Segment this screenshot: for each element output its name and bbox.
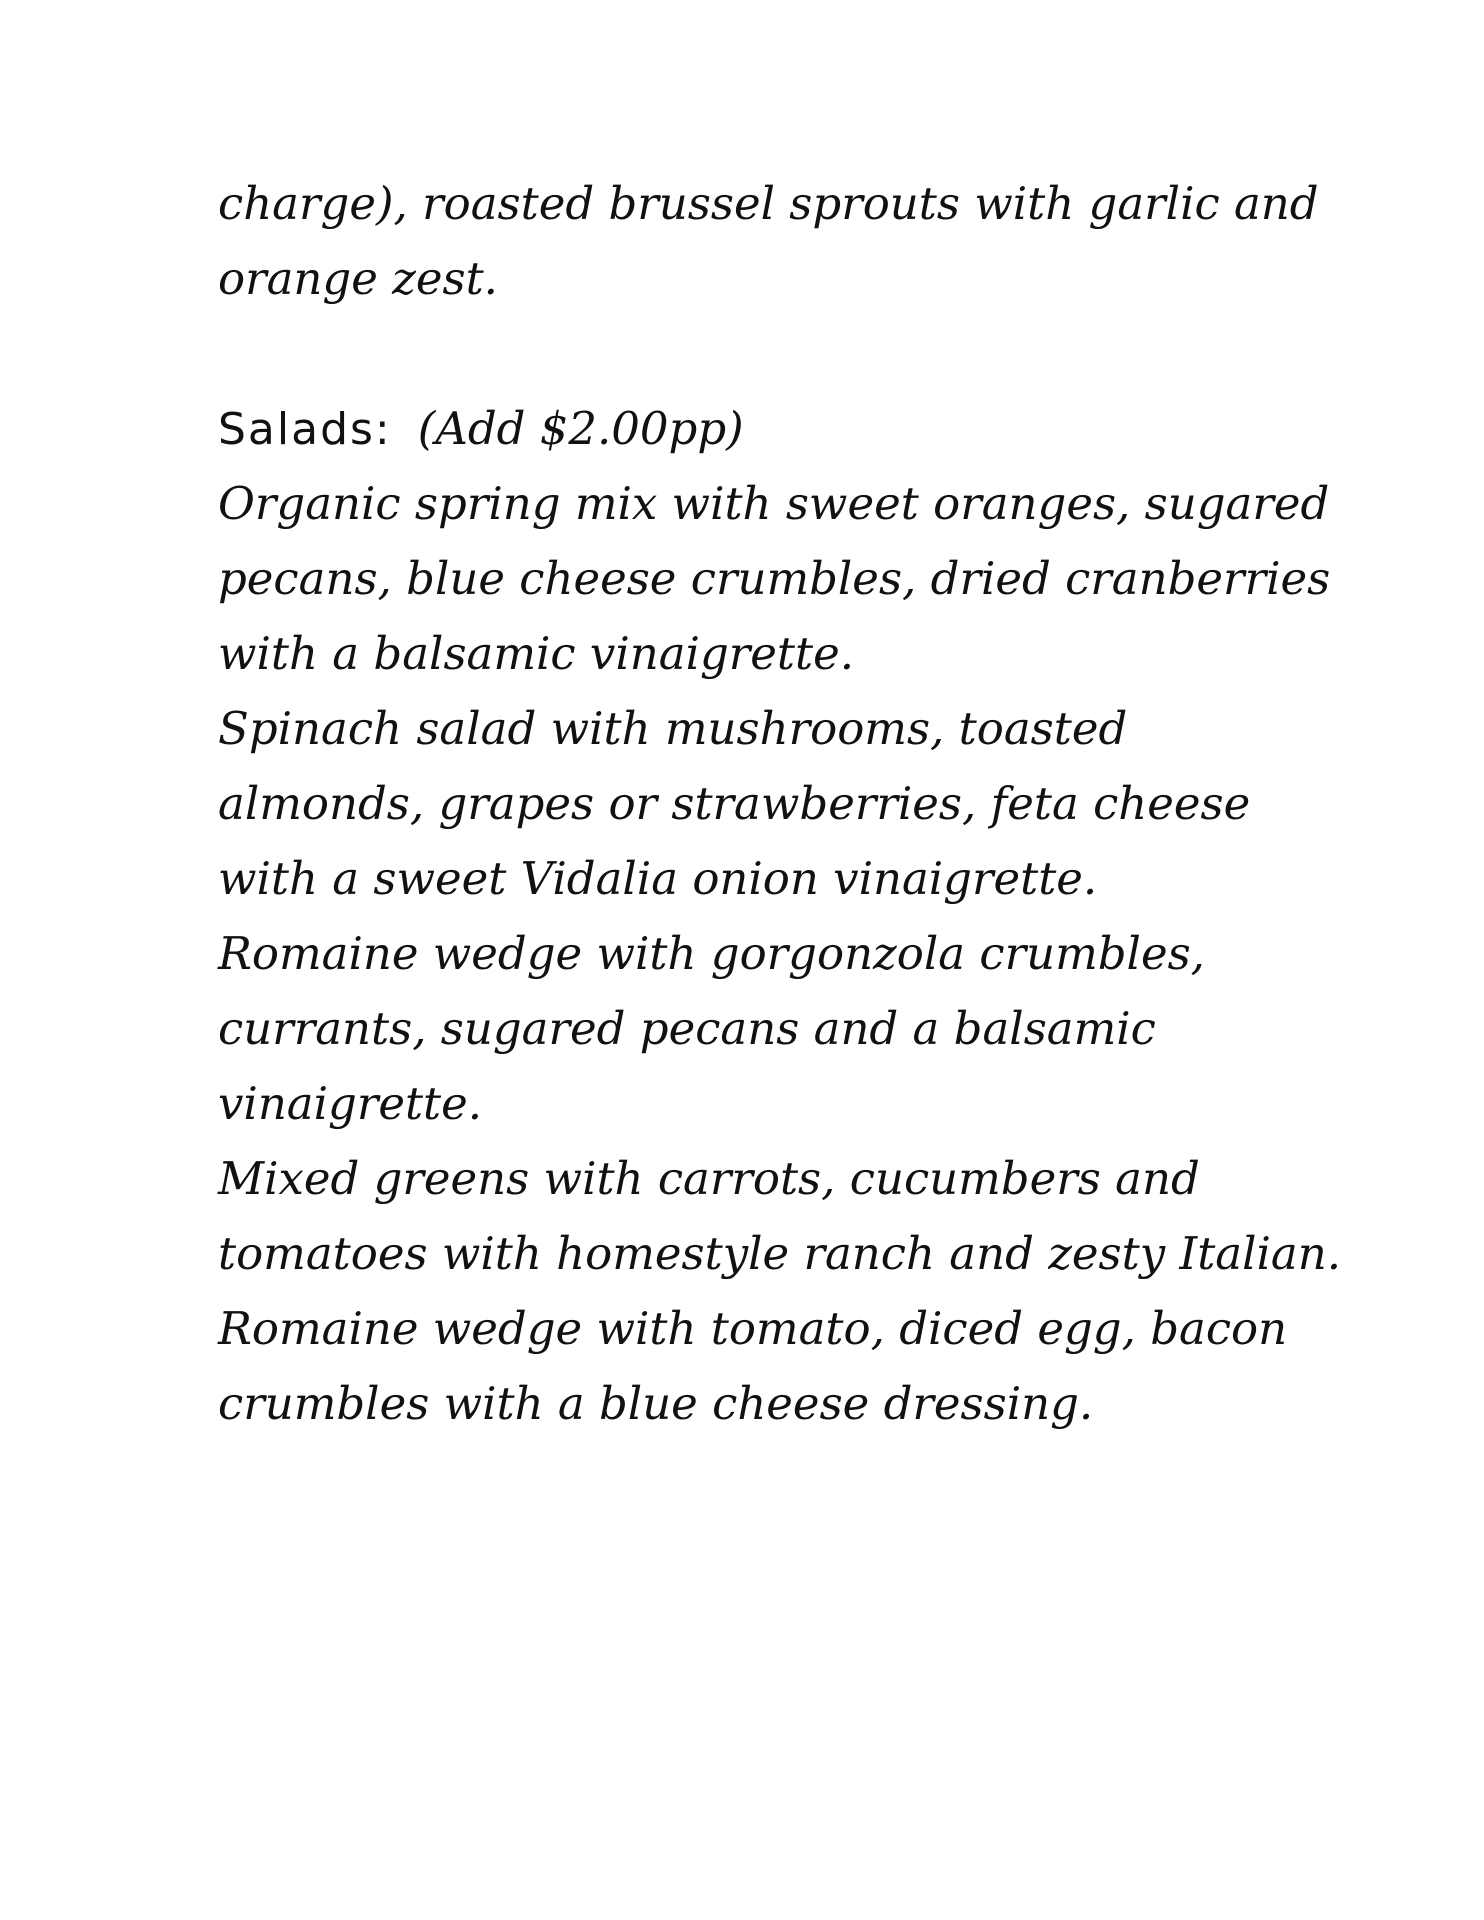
intro-line: charge), roasted brussel sprouts with garlic and xyxy=(218,177,1319,230)
intro-line: orange zest. xyxy=(218,252,498,305)
salad-line: Mixed greens with carrots, cucumbers and xyxy=(218,1152,1200,1205)
salad-line: Romaine wedge with gorgonzola crumbles, xyxy=(218,927,1205,980)
salad-line: crumbles with a blue cheese dressing. xyxy=(218,1377,1094,1430)
salad-line: almonds, grapes or strawberries, feta cheese xyxy=(218,777,1251,830)
salads-price-note: (Add $2.00pp) xyxy=(417,402,744,455)
salad-line: Spinach salad with mushrooms, toasted xyxy=(218,702,1128,755)
menu-content xyxy=(218,166,1342,1441)
salad-line: vinaigrette. xyxy=(218,1077,483,1130)
salad-line: Romaine wedge with tomato, diced egg, bacon xyxy=(218,1302,1288,1355)
salad-line: with a balsamic vinaigrette. xyxy=(218,627,854,680)
salad-line: currants, sugared pecans and a balsamic xyxy=(218,1002,1156,1055)
salad-line: with a sweet Vidalia onion vinaigrette. xyxy=(218,852,1098,905)
salads-heading: Salads: xyxy=(218,404,392,455)
salad-line: Organic spring mix with sweet oranges, sugared xyxy=(218,477,1330,530)
salad-line: tomatoes with homestyle ranch and zesty Italian. xyxy=(218,1227,1342,1280)
salad-line: pecans, blue cheese crumbles, dried cranberries xyxy=(218,552,1331,605)
section-spacer xyxy=(218,316,1278,391)
salads-heading-row xyxy=(218,391,1278,466)
